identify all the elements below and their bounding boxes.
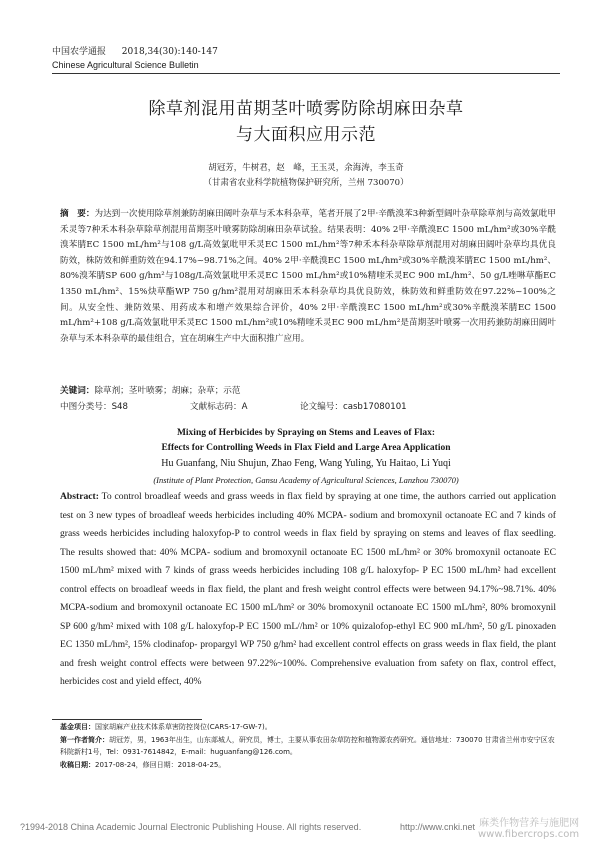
paper-title-cn-line2: 与大面积应用示范 <box>236 125 376 145</box>
paper-title-cn <box>52 96 560 148</box>
copyright-notice: ?1994-2018 China Academic Journal Electronic Publishing House. All rights reserved. <box>20 822 362 832</box>
footnote-author <box>60 735 556 758</box>
paper-title-en-line2: Effects for Controlling Weeds in Flax Field and Large Area Application <box>161 443 451 453</box>
authors-cn: 胡冠芳，牛树君，赵 峰，王玉灵，余海涛，李玉奇 <box>208 163 404 173</box>
paper-title-cn-line1: 除草剂混用苗期茎叶喷雾防除胡麻田杂草 <box>148 99 464 119</box>
footnote-author-label: 第一作者简介： <box>60 736 109 744</box>
clc-number: 中图分类号：S48 <box>60 402 128 412</box>
keywords-cn-label: 关键词： <box>60 386 95 396</box>
footnotes <box>60 722 556 773</box>
article-number: 论文编号：casb17080101 <box>300 402 407 412</box>
footnote-dates <box>60 760 556 772</box>
journal-issue: 2018,34(30):140-147 <box>121 47 218 57</box>
journal-name-cn: 中国农学通报 <box>52 47 107 57</box>
abstract-cn-label: 摘 要： <box>60 209 95 219</box>
footnote-fund-text: 国家胡麻产业技术体系草害防控岗位(CARS-17-GW-7)。 <box>95 723 272 731</box>
footnote-dates-label: 收稿日期： <box>60 760 95 769</box>
paper-title-en <box>52 426 560 456</box>
document-code: 文献标志码：A <box>190 402 248 412</box>
journal-header <box>52 46 218 71</box>
footnote-fund <box>60 722 556 734</box>
footnote-fund-label: 基金项目： <box>60 723 95 731</box>
footnote-dates-text: 2017-08-24，修回日期：2018-04-25。 <box>95 760 226 769</box>
keywords-cn <box>60 384 556 398</box>
affiliation-cn: （甘肃省农业科学院植物保护研究所，兰州 730070） <box>203 178 409 188</box>
abstract-cn-text: 为达到一次使用除草剂兼防胡麻田阔叶杂草与禾本科杂草，笔者开展了2甲·辛酰溴苯3种新型阔叶杂草除草剂与高效氯吡甲禾灵等7种禾本科杂草除草剂混用苗期茎叶喷雾防除胡麻田杂草试验。结果表明：40% 2甲·辛酰溴EC 1500 mL/hm²或30%辛酰溴苯腈EC 1500 mL/hm²与108 g/L高效氯吡甲禾灵EC 1500 mL/hm²等7种禾本科杂草除草剂混用对胡麻田阔叶杂草均具优良防效，株防效和鲜重防效在94.17%~98.71%之间。40% 2甲·辛酰溴EC 1500 mL/hm²或30%辛酰溴苯腈EC 1500 mL/hm²、80%溴苯腈SP 600 g/hm²与108g/L高效氯吡甲禾灵EC 1500 mL/hm²或10%精喹禾灵EC 900 mL/hm²、50 g/L唑啉草酯EC 1350 mL/hm²、15%炔草酯WP 750 g/hm²混用对胡麻田禾本科杂草均具优良防效，株防效和鲜重防效在97.22%~100%之间。从安全性、兼防效果、用药成本和增产效果综合评价，40% 2甲·辛酰溴EC 1500 mL/hm²或30%辛酰溴苯腈EC 1500 mL/hm²+108 g/L高效氯吡甲禾灵EC 1500 mL/hm²或10%精喹禾灵EC 900 mL/hm²是苗期茎叶喷雾一次用药兼防胡麻田阔叶杂草与禾本科杂草的最佳组合，宜在胡麻生产中大面积推广应用。 <box>60 209 556 344</box>
affiliation-en: (Institute of Plant Protection, Gansu Academy of Agricultural Sciences, Lanzhou 730070) <box>153 475 459 485</box>
footnote-author-text: 胡冠芳，男，1963年出生，山东郯城人，研究员，博士，主要从事农田杂草防控和植物源农药研究。通信地址：730070 甘肃省兰州市安宁区农科院新村1号，Tel：0931-7614842，E-mail：huguanfang@126.com。 <box>60 736 555 756</box>
header-rule <box>52 73 560 74</box>
keywords-cn-text: 除草剂；茎叶喷雾；胡麻；杂草；示范 <box>94 386 241 396</box>
paper-title-en-line1: Mixing of Herbicides by Spraying on Stems and Leaves of Flax: <box>176 428 436 438</box>
site-watermark <box>478 818 579 840</box>
watermark-line1: 麻类作物营养与施肥网 <box>479 818 580 829</box>
authors-en: Hu Guanfang, Niu Shujun, Zhao Feng, Wang Yuling, Yu Haitao, Li Yuqi <box>161 458 451 469</box>
abstract-cn <box>60 207 556 347</box>
abstract-en <box>60 488 556 692</box>
watermark-line2: www.fibercrops.com <box>478 829 580 840</box>
journal-name-en: Chinese Agricultural Science Bulletin <box>52 60 199 70</box>
abstract-en-text: To control broadleaf weeds and grass weeds in flax field by spraying at one time, the authors carried out application test on 3 new types of broadleaf weeds herbicides including 40% MCPA- sodium and bromoxynil octanoate EC and 7 kinds of grass weeds herbicides including haloxyfop-P to control weeds in flax field by spraying on stems and leaves of flax seedling. The results showed that: 40% MCPA- sodium and bromoxynil octanoate EC 1500 mL/hm² or 30% bromoxynil octanoate EC 1500 mL/hm² mixed with 7 kinds of grass weeds herbicides including 108 g/L haloxyfop- P EC 1500 mL/hm² had excellent control effects on broadleaf weeds in flax field, the plant and fresh weight control effects were between 94.17%~98.71%. 40% MCPA-sodium and bromoxynil octanoate EC 1500 mL/hm² or 30% bromoxynil octanoate EC 1500 mL/hm², 80% bromoxynil SP 600 g/hm² mixed with 108 g/L haloxyfop-P EC 1500 mL//hm² or 10% quizalofop-ethyl EC 900 mL/hm², 50 g/L pinoxaden EC 1350 mL/hm², 15% clodinafop- propargyl WP 750 g/hm² had excellent control effects on grass weeds in flax field, the plant and fresh weight control effects were between 97.22%~100%. Comprehensive evaluation from safety on flax, control effect, herbicides cost and yield effect, 40% <box>60 491 556 687</box>
footnote-rule <box>52 719 202 720</box>
abstract-en-label: Abstract: <box>60 491 99 502</box>
cnki-link[interactable]: http://www.cnki.net <box>400 822 476 832</box>
